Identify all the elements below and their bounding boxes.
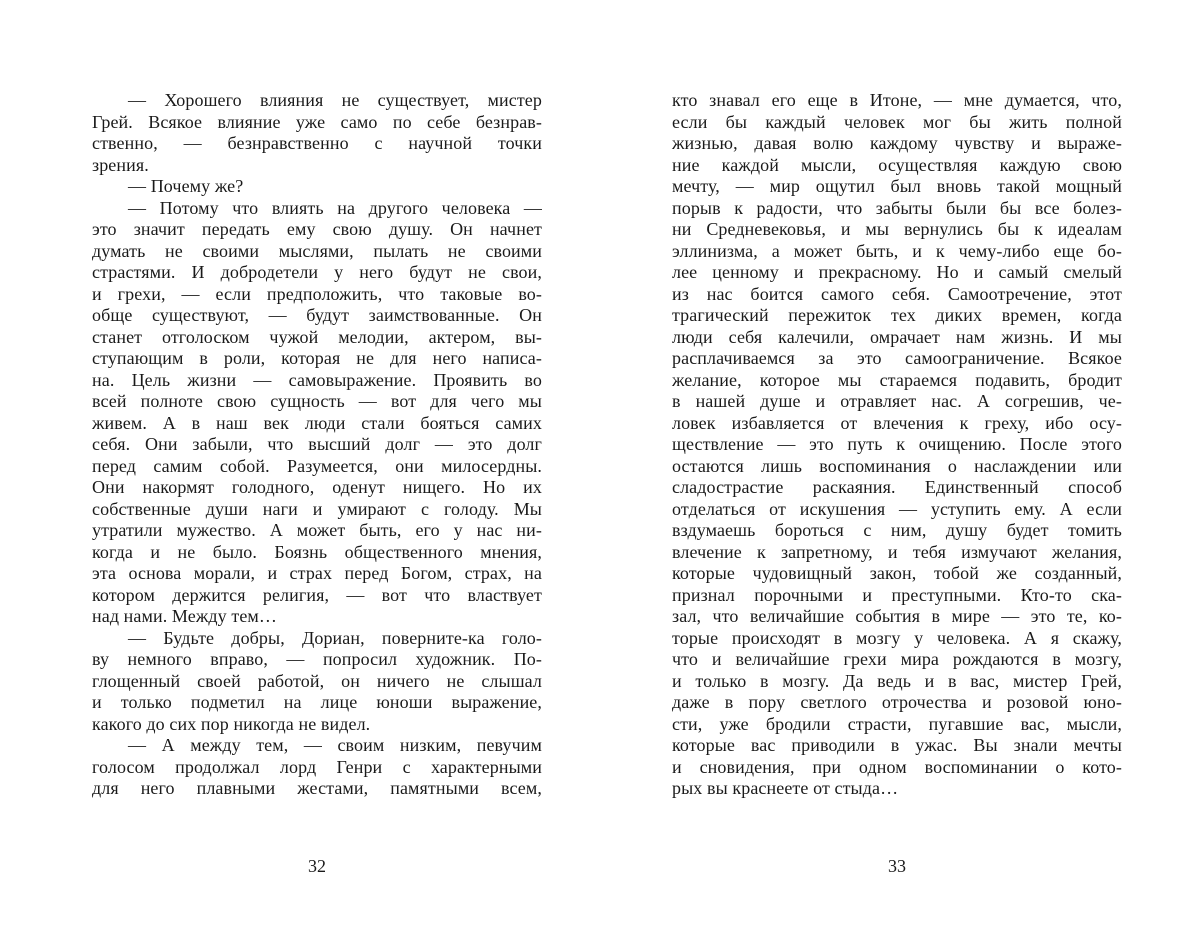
text-line: которые вас приводили в ужас. Вы знали мечты [672, 735, 1122, 755]
text-line: ловек избавляется от влечения к греху, ибо осу- [672, 412, 1122, 433]
text-line: эта основа морали, и страх перед Богом, страх, на [92, 563, 542, 583]
text-line: что и величайшие грехи мира рождаются в мозгу, [672, 649, 1122, 669]
text-line: остаются лишь воспоминания о наслаждении или [672, 455, 1122, 476]
page-right-number: 33 [888, 856, 906, 876]
text-line: всей полноте свою сущность — вот для чего мы [92, 391, 542, 411]
paragraph [92, 90, 542, 176]
text-line: Они накормят голодного, оденут нищего. Но их [92, 477, 542, 497]
text-line: зрения. [92, 154, 149, 175]
text-line: перед самим собой. Разумеется, они милосердны. [92, 455, 542, 476]
text-line: торые происходят в мозгу у человека. А я скажу, [672, 627, 1122, 648]
text-line: мечту, — мир ощутил был вновь такой мощный [672, 176, 1122, 196]
text-line: сти, уже бродили страсти, пугавшие вас, мысли, [672, 713, 1122, 734]
text-line: в нашей душе и отравляет нас. А согрешив, че- [672, 391, 1122, 411]
text-line: если бы каждый человек мог бы жить полной [672, 111, 1122, 132]
text-line: — Потому что влиять на другого человека — [128, 197, 542, 218]
text-line: себя. Они забыли, что высший долг — это долг [92, 434, 542, 454]
text-line: признал порочными и преступными. Кто-то ска- [672, 584, 1122, 605]
text-line: ществление — это путь к очищению. После этого [672, 434, 1122, 454]
text-line: какого до сих пор никогда не видел. [92, 713, 371, 734]
paragraph [92, 735, 542, 800]
text-line: и только подметил на лице юноши выражение, [92, 692, 542, 712]
text-line: порыв к радости, что забыты были бы все болез- [672, 197, 1122, 218]
text-line: это значит передать ему свою душу. Он начнет [92, 219, 542, 239]
page-right-text [672, 90, 1122, 800]
text-line: люди себя калечили, омрачает нам жизнь. И мы [672, 326, 1122, 347]
text-line: кто знавал его еще в Итоне, — мне думается, что, [672, 90, 1122, 110]
text-line: ственно, — безнравственно с научной точки [92, 133, 542, 153]
text-line: голосом продолжал лорд Генри с характерными [92, 756, 542, 777]
text-line: ние каждой мысли, осуществляя каждую свою [672, 154, 1122, 175]
text-line: даже в пору светлого отрочества и розовой юно- [672, 692, 1122, 712]
paragraph [92, 176, 542, 198]
text-line: глощенный своей работой, он ничего не слышал [92, 670, 542, 691]
text-line: когда и не было. Боязнь общественного мнения, [92, 541, 542, 562]
page-left-text [92, 90, 542, 800]
text-line: и сновидения, при одном воспоминании о кото- [672, 756, 1122, 777]
text-line: на. Цель жизни — самовыражение. Проявить во [92, 369, 542, 390]
text-line: влечение к запретному, и тебя измучают желания, [672, 541, 1122, 562]
text-line: живем. А в наш век люди стали бояться самих [92, 412, 542, 433]
text-line: утратили мужество. А может быть, его у нас ни- [92, 520, 542, 540]
text-line: для него плавными жестами, памятными всем, [92, 778, 542, 798]
text-line: жизнью, давая волю каждому чувству и выраже- [672, 133, 1122, 153]
text-line: рых вы краснеете от стыда… [672, 778, 899, 798]
text-line: из нас боится самого себя. Самоотречение, этот [672, 283, 1122, 304]
text-line: ступающим в роли, которая не для него написа- [92, 348, 542, 368]
text-line: — Почему же? [128, 176, 244, 196]
text-line: зал, что величайшие события в мире — это те, ко- [672, 606, 1122, 626]
page-left-number: 32 [308, 856, 326, 876]
text-line: котором держится религия, — вот что властвует [92, 584, 542, 605]
text-line: и грехи, — если предположить, что таковые во- [92, 283, 542, 304]
text-line: думать не своими мыслями, пылать не своими [92, 240, 542, 261]
text-line: — А между тем, — своим низким, певучим [128, 735, 542, 755]
paragraph [92, 198, 542, 628]
text-line: отделаться от искушения — уступить ему. А если [672, 498, 1122, 519]
text-line: над нами. Между тем… [92, 606, 278, 626]
text-line: трагический пережиток тех диких времен, когда [672, 305, 1122, 325]
text-line: и только в мозгу. Да ведь и в вас, мистер Грей, [672, 670, 1122, 691]
text-line: ни Средневековья, и мы вернулись бы к идеалам [672, 219, 1122, 239]
paragraph [92, 628, 542, 736]
text-line: эллинизма, а может быть, и к чему-либо еще бо- [672, 240, 1122, 261]
text-line: станет отголоском чужой мелодии, актером, вы- [92, 326, 542, 347]
text-line: обще существуют, — будут заимствованные. Он [92, 305, 542, 325]
text-line: лее ценному и прекрасному. Но и самый смелый [672, 262, 1122, 282]
text-line: — Будьте добры, Дориан, поверните-ка голо- [128, 627, 542, 648]
text-line: расплачиваемся за это самоограничение. Всякое [672, 348, 1122, 368]
text-line: желание, которое мы стараемся подавить, бродит [672, 369, 1122, 390]
text-line: вздумаешь бороться с ним, душу будет томить [672, 520, 1122, 540]
text-line: которые чудовищный закон, тобой же созданный, [672, 563, 1122, 583]
text-line: — Хорошего влияния не существует, мистер [128, 90, 542, 110]
paragraph [672, 90, 1122, 800]
text-line: Грей. Всякое влияние уже само по себе безнрав- [92, 111, 542, 132]
text-line: страстями. И добродетели у него будут не свои, [92, 262, 542, 282]
text-line: собственные души наги и умирают с голоду. Мы [92, 498, 542, 519]
text-line: ву немного вправо, — попросил художник. По- [92, 649, 542, 669]
text-line: сладострастие раскаяния. Единственный способ [672, 477, 1122, 497]
